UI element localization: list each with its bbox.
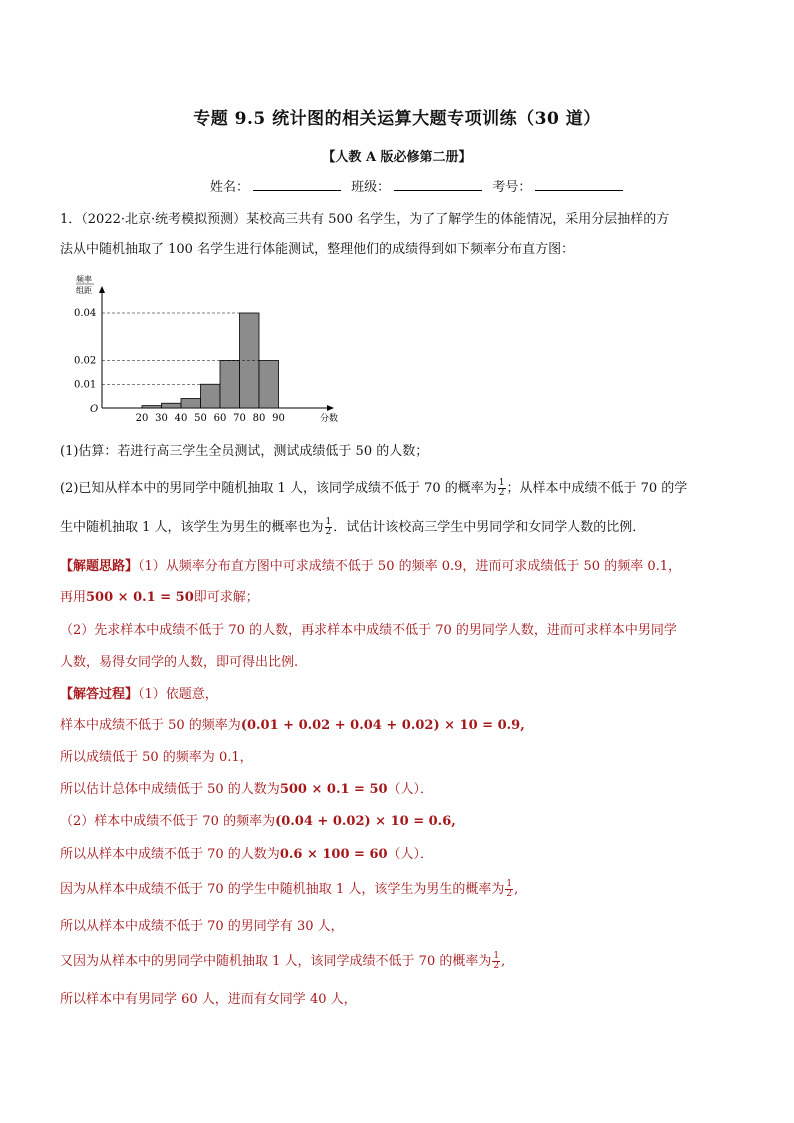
x-axis-arrow: [327, 405, 334, 411]
step-1-text: 样本中成绩不低于 50 的频率为: [60, 718, 241, 733]
class-blank: [394, 178, 482, 191]
histogram-bar: [201, 384, 221, 408]
process-line-1: [60, 685, 218, 705]
idea-text-1: （1）从频率分布直方图中可求成绩不低于 50 的频率 0.9，进而可求成绩低于 50 的频率 0.1，: [138, 559, 682, 574]
x-tick-label: 60: [213, 413, 227, 424]
frac-num: 1: [498, 478, 505, 488]
problem-line-1: 1．（2022·北京·统考模拟预测）某校高三共有 500 名学生，为了了解学生的体能情况，采用分层抽样的方: [60, 212, 670, 227]
histogram-bar: [181, 399, 201, 409]
y-axis-arrow: [99, 286, 105, 293]
process-text-1: （1）依题意，: [138, 687, 218, 702]
id-label: 考号：: [492, 180, 532, 195]
frac-den: 2: [325, 527, 332, 537]
q2-text-a: (2)已知从样本中的男同学中随机抽取 1 人，该同学成绩不低于 70 的概率为: [60, 481, 497, 496]
idea-text-2b: 即可求解；: [193, 590, 259, 605]
step-3-text: 所以估计总体中成绩低于 50 的人数为: [60, 782, 280, 797]
idea-math: 500 × 0.1 = 50: [86, 590, 194, 605]
step-6-text: 因为从样本中成绩不低于 70 的学生中随机抽取 1 人，该学生为男生的概率为: [60, 882, 505, 897]
step-9: 所以样本中有男同学 60 人，进而有女同学 40 人，: [60, 992, 357, 1007]
page-title: 专题 9.5 统计图的相关运算大题专项训练（30 道）: [193, 109, 601, 129]
step-4-text: （2）样本中成绩不低于 70 的频率为: [60, 814, 276, 829]
y-tick-label: 0.02: [74, 355, 97, 367]
histogram-bar: [162, 403, 182, 408]
frac-den: 2: [493, 961, 500, 971]
x-tick-label: 80: [252, 413, 266, 424]
step-3-unit: （人）．: [387, 782, 434, 797]
idea-line-1: [60, 557, 681, 577]
origin-label: O: [90, 404, 99, 415]
idea-line-3: （2）先求样本中成绩不低于 70 的人数，再求样本中成绩不低于 70 的男同学人数，进而可求样本中男同学: [60, 623, 677, 638]
frac-den: 2: [498, 488, 505, 498]
idea-line-2: [60, 588, 259, 608]
frac-num: 1: [506, 879, 513, 889]
step-6-comma: ,: [514, 882, 519, 897]
idea-tag: 【解题思路】: [60, 559, 139, 574]
problem-line-2: 法从中随机抽取了 100 名学生进行体能测试，整理他们的成绩得到如下频率分布直方图：: [60, 242, 575, 257]
student-info-row: [210, 176, 629, 195]
question-2-line-2: [60, 518, 645, 538]
step-4-math: (0.04 + 0.02) × 10 = 0.6,: [275, 814, 456, 829]
histogram-bar: [220, 361, 240, 409]
step-4: [60, 812, 456, 832]
x-tick-label: 30: [155, 413, 168, 424]
step-3: [60, 780, 433, 800]
x-tick-label: 70: [233, 413, 246, 424]
fraction-one-half: [505, 880, 513, 899]
histogram-chart: [70, 268, 340, 428]
x-tick-label: 90: [272, 413, 285, 424]
class-label: 班级：: [351, 180, 391, 195]
histogram-bar: [142, 406, 162, 408]
histogram-bar: [259, 361, 279, 409]
idea-line-4: 人数，易得女同学的人数，即可得出比例.: [60, 655, 299, 670]
q2-text-d: ．试估计该校高三学生中男同学和女同学人数的比例．: [333, 520, 646, 535]
step-6: [60, 880, 518, 900]
question-2-line-1: [60, 479, 687, 499]
step-1: [60, 716, 525, 736]
q2-text-b: ；从样本中成绩不低于 70 的学: [506, 481, 688, 496]
step-8-text: 又因为从样本中的男同学中随机抽取 1 人，该同学成绩不低于 70 的概率为: [60, 954, 492, 969]
x-axis-label: 分数: [320, 414, 339, 424]
step-2: 所以成绩低于 50 的频率为 0.1，: [60, 750, 253, 765]
step-8: [60, 952, 505, 972]
step-7: 所以从样本中成绩不低于 70 的男同学有 30 人，: [60, 919, 344, 934]
x-tick-label: 40: [174, 413, 188, 424]
step-5: [60, 845, 433, 865]
y-axis-label-top: 频率: [76, 275, 92, 284]
frac-num: 1: [493, 951, 500, 961]
y-axis-label-bottom: 组距: [76, 286, 92, 295]
step-8-comma: ,: [501, 954, 506, 969]
process-tag: 【解答过程】: [60, 687, 139, 702]
id-blank: [535, 178, 623, 191]
step-5-math: 0.6 × 100 = 60: [279, 847, 388, 862]
fraction-one-half: [492, 952, 500, 971]
step-1-math: (0.01 + 0.02 + 0.04 + 0.02) × 10 = 0.9,: [240, 718, 525, 733]
x-tick-label: 50: [194, 413, 207, 424]
name-label: 姓名：: [210, 180, 250, 195]
fraction-one-half: [498, 479, 506, 498]
name-blank: [253, 178, 341, 191]
frac-den: 2: [506, 889, 513, 899]
page-subtitle: 【人教 A 版必修第二册】: [322, 150, 472, 165]
step-5-text: 所以从样本中成绩不低于 70 的人数为: [60, 847, 280, 862]
x-tick-label: 20: [135, 413, 149, 424]
question-1: (1)估算：若进行高三学生全员测试，测试成绩低于 50 的人数；: [60, 444, 429, 459]
idea-text-2a: 再用: [60, 590, 87, 605]
y-tick-label: 0.01: [74, 379, 97, 391]
frac-num: 1: [325, 517, 332, 527]
fraction-one-half: [325, 518, 333, 537]
step-5-unit: （人）．: [387, 847, 434, 862]
step-3-math: 500 × 0.1 = 50: [279, 782, 388, 797]
q2-text-c: 生中随机抽取 1 人，该学生为男生的概率也为: [60, 520, 324, 535]
y-tick-label: 0.04: [74, 308, 97, 319]
